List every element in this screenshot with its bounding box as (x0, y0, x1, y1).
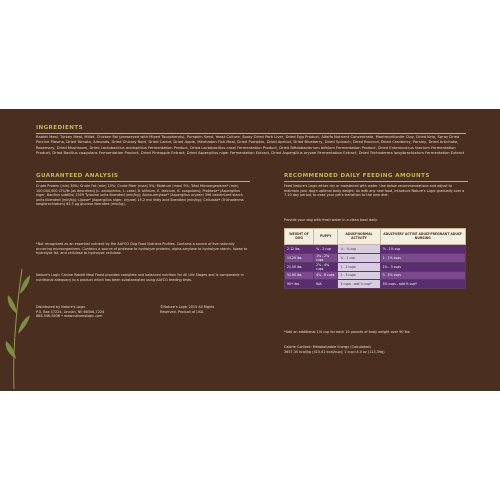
analysis-footnote: *Not recognized as an essential nutrient by the AAFCO Dog Food Nutrient Profiles. Contains a source of live naturally occurring microorganisms. Contains a source of protease to hydrolyze proteins, alpha-amylase to hydrolyze starch, lipase to hydrolyze fat, and cellulase to hydrolyze cellulose. (36, 242, 248, 256)
copyright-line: ©Nature's Logic 2015 All Rights (160, 305, 215, 309)
analysis-title: GUARANTEED ANALYSIS (36, 173, 119, 179)
weight-cell: 21-50 lbs. (285, 262, 314, 271)
ingredients-divider (36, 133, 466, 134)
puppy-cell: 2⅝ - 4¾ cups (314, 262, 338, 271)
feeding-title: RECOMMENDED DAILY FEEDING AMOUNTS (284, 173, 430, 179)
distributor-contact: 888-546-5636 • www.natureslogic.com (36, 314, 103, 319)
adult-active-cell: 5⅛ cups - add ⅜ cup* (380, 280, 465, 289)
feeding-table (284, 228, 466, 289)
adult-active-cell: 1 - 1⅜ cups (380, 253, 465, 262)
copyright-info (160, 305, 260, 314)
adult-normal-cell: 1 - 2 cups (338, 262, 380, 271)
adult-active-cell: 1⅜ - 3 cups (380, 262, 465, 271)
feeding-intro: Feed Nature's Logic either dry or moistened with water. Use below recommendations and adjust to maintain your dog's optimal body weight. As with any new food, introduce Nature's Logic gradually over a 7-10 day period, to ease your pet's transition to the new diet. (284, 184, 465, 198)
distributor-name: Distributed by Nature's Logic (36, 305, 86, 309)
distributor-address: P.O. Box 47224, Lincoln, NE 68506-7224 (36, 309, 105, 314)
header-puppy: PUPPY (314, 229, 338, 245)
analysis-text: Crude Protein (min) 36%; Crude Fat (min) 15%; Crude Fiber (max) 5%; Moisture (max) 9%; Total Microorganisms* (min) 100,000,000 CFU/lb (as described) (L. acidophilus, L. casei, B. bifidum, E. faecium, B. coagulans); Protease* (Aspergillus niger, Bacillus subtilis) 1559 Tyrosine units liberated (min/kg); Alpha-amylase* (Aspergillus oryzae) 396 dextrinized starch units liberated (min/kg); Lipase* (Aspergillus niger, oryzae) 19.2 mcl fatty acid liberated (min/kg); Cellulase* (Trichoderma longibrachiatum) 82.5 µg glucose liberated (min/kg). (36, 184, 244, 207)
puppy-cell: 1¼ - 2⅝ cups (314, 253, 338, 262)
adult-normal-cell: ¾ - 1 cup (338, 253, 380, 262)
distributor-info (36, 305, 146, 319)
water-note: Provide your dog with fresh water in a clean bowl daily. (284, 218, 378, 222)
puppy-cell: N/A (314, 280, 338, 289)
feeding-table-header (285, 229, 466, 245)
header-adult-active: ADULT-VERY ACTIVE ADULT-PREGNANT ADULT-NURSING (380, 229, 465, 245)
feeding-divider (284, 181, 468, 182)
puppy-cell: 4¾ - 6 cups (314, 271, 338, 280)
ingredients-text: Rabbit Meal, Turkey Meal, Millet, Chicken Fat (preserved with Mixed Tocopherols), Pumpkin Seed, Yeast Culture, Spray Dried Pork Liver, Dried Egg Product, Alfalfa Nutrient Concentrate, Montmorillonite Clay, Dried Kelp, Spray Dried Porcine Plasma, Dried Tomato, Almonds, Dried Chicory Root, Dried Carrot, Dried Apple, Menhaden Fish Meal, Dried Pumpkin, Dried Apricot, Dried Blueberry, Dried Spinach, Dried Broccoli, Dried Cranberry, Parsley, Dried Artichoke, Rosemary, Dried Mushroom, Dried Lactobacillus acidophilus Fermentation Product, Dried Lactobacillus casei Fermentation Product, Dried Bifidobacterium bifidum Fermentation Product, Dried Enterococcus faecium Fermentation Product, Dried Bacillus coagulans Fermentation Product, Dried Pineapple Extract, Dried Aspergillus niger Fermentation Extract, Dried Aspergillus oryzae Fermentation Extract, Dried Trichoderma longibrachiatum Fermentation Extract (36, 135, 465, 155)
table-row (285, 245, 466, 254)
header-adult-normal: ADULT-NORMAL ACTIVITY (338, 229, 380, 245)
adult-normal-cell: 2 - 3 cups (338, 271, 380, 280)
origin-line: Reserved. Product of USA. (160, 309, 205, 314)
calorie-content (284, 345, 468, 354)
life-stage-statement: Nature's Logic Canine Rabbit Meal Feast provides complete and balanced nutrition for All Life Stages and is comparable in nutritional adequacy to a product which has been substantiated using AAFCO feeding tests. (36, 273, 244, 282)
weight-cell: 51-90 lbs. (285, 271, 314, 280)
adult-normal-cell: ⅓ - ¾ cup (338, 245, 380, 254)
leaf-decoration-icon (0, 259, 40, 389)
ingredients-title: INGREDIENTS (36, 125, 83, 131)
table-row (285, 280, 466, 289)
weight-cell: 90+ lbs. (285, 280, 314, 289)
feeding-footnote: *Add an additional 1/4 cup for each 10 pounds of body weight over 90 lbs. (284, 330, 411, 334)
table-row (285, 253, 466, 262)
puppy-cell: ¾ - 2 cup (314, 245, 338, 254)
calorie-label: Calorie Content: Metabolizable Energy (Calculated) (284, 345, 371, 349)
weight-cell: 2-12 lbs. (285, 245, 314, 254)
table-row (285, 271, 466, 280)
adult-active-cell: ⅝ - 1⅛ cup (380, 245, 465, 254)
analysis-divider (36, 181, 250, 182)
header-weight: WEIGHT OF DOG (285, 229, 314, 245)
weight-cell: 13-20 lbs. (285, 253, 314, 262)
calorie-value: 3657.35 kcal/kg (415.41 kcal/cup); 1 cup=4.0 oz (113.39g) (284, 349, 385, 354)
adult-active-cell: 3 - 5⅛ cups (380, 271, 465, 280)
table-row (285, 262, 466, 271)
adult-normal-cell: 3 cups - add ¼ cup* (338, 280, 380, 289)
